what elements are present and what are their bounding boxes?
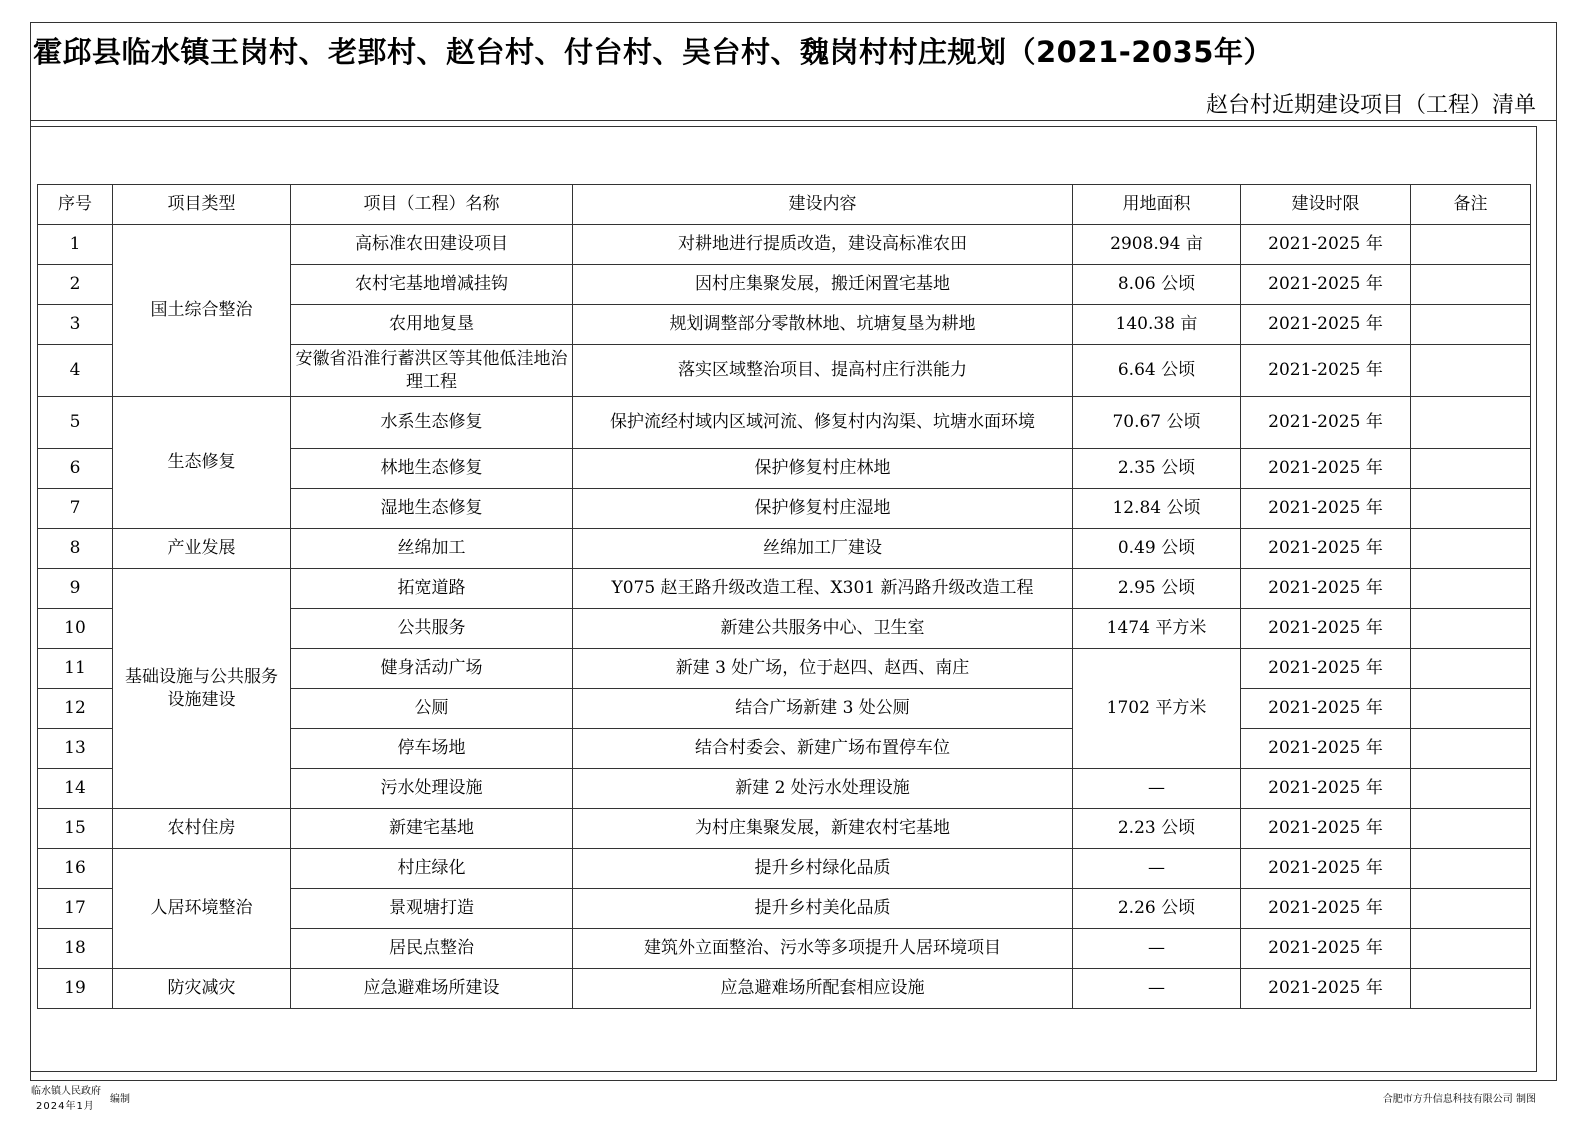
seq-cell: 4 — [38, 345, 113, 397]
seq-cell: 19 — [38, 969, 113, 1009]
table-row — [38, 397, 1531, 449]
period-cell: 2021-2025 年 — [1241, 569, 1411, 609]
note-cell — [1411, 489, 1531, 529]
area-cell: 8.06 公顷 — [1073, 265, 1241, 305]
content-cell: 保护修复村庄湿地 — [573, 489, 1073, 529]
content-cell: 应急避难场所配套相应设施 — [573, 969, 1073, 1009]
area-cell: 6.64 公顷 — [1073, 345, 1241, 397]
content-cell: 新建 2 处污水处理设施 — [573, 769, 1073, 809]
footer-maker: 合肥市方升信息科技有限公司 制图 — [1382, 1094, 1536, 1105]
type-cell: 人居环境整治 — [113, 849, 291, 969]
content-cell: 新建公共服务中心、卫生室 — [573, 609, 1073, 649]
period-cell: 2021-2025 年 — [1241, 729, 1411, 769]
name-cell: 拓宽道路 — [291, 569, 573, 609]
table-row — [38, 969, 1531, 1009]
col-header-period: 建设时限 — [1241, 185, 1411, 225]
name-cell: 高标准农田建设项目 — [291, 225, 573, 265]
col-header-name: 项目（工程）名称 — [291, 185, 573, 225]
area-cell: — — [1073, 929, 1241, 969]
period-cell: 2021-2025 年 — [1241, 305, 1411, 345]
note-cell — [1411, 969, 1531, 1009]
period-cell: 2021-2025 年 — [1241, 345, 1411, 397]
name-cell: 应急避难场所建设 — [291, 969, 573, 1009]
period-cell: 2021-2025 年 — [1241, 649, 1411, 689]
type-cell: 基础设施与公共服务设施建设 — [113, 569, 291, 809]
name-cell: 农村宅基地增减挂钩 — [291, 265, 573, 305]
name-cell: 污水处理设施 — [291, 769, 573, 809]
period-cell: 2021-2025 年 — [1241, 489, 1411, 529]
page-subtitle: 赵台村近期建设项目（工程）清单 — [1205, 93, 1536, 118]
period-cell: 2021-2025 年 — [1241, 769, 1411, 809]
note-cell — [1411, 689, 1531, 729]
note-cell — [1411, 929, 1531, 969]
page-title: 霍邱县临水镇王岗村、老郢村、赵台村、付台村、吴台村、魏岗村村庄规划（2021-2035年） — [33, 35, 1273, 69]
period-cell: 2021-2025 年 — [1241, 929, 1411, 969]
area-cell: 1702 平方米 — [1073, 649, 1241, 769]
col-header-content: 建设内容 — [573, 185, 1073, 225]
seq-cell: 2 — [38, 265, 113, 305]
period-cell: 2021-2025 年 — [1241, 809, 1411, 849]
project-table — [37, 184, 1531, 1009]
seq-cell: 9 — [38, 569, 113, 609]
name-cell: 居民点整治 — [291, 929, 573, 969]
note-cell — [1411, 889, 1531, 929]
name-cell: 健身活动广场 — [291, 649, 573, 689]
footer-role: 编制 — [110, 1094, 130, 1105]
note-cell — [1411, 809, 1531, 849]
note-cell — [1411, 397, 1531, 449]
area-cell: 0.49 公顷 — [1073, 529, 1241, 569]
seq-cell: 12 — [38, 689, 113, 729]
type-cell: 防灾减灾 — [113, 969, 291, 1009]
table-row — [38, 225, 1531, 265]
content-cell: 保护流经村域内区域河流、修复村内沟渠、坑塘水面环境 — [573, 397, 1073, 449]
content-cell: 丝绵加工厂建设 — [573, 529, 1073, 569]
content-cell: 规划调整部分零散林地、坑塘复垦为耕地 — [573, 305, 1073, 345]
area-cell: 2908.94 亩 — [1073, 225, 1241, 265]
type-cell: 生态修复 — [113, 397, 291, 529]
content-cell: 提升乡村绿化品质 — [573, 849, 1073, 889]
content-cell: 结合村委会、新建广场布置停车位 — [573, 729, 1073, 769]
seq-cell: 10 — [38, 609, 113, 649]
name-cell: 新建宅基地 — [291, 809, 573, 849]
type-cell: 产业发展 — [113, 529, 291, 569]
note-cell — [1411, 225, 1531, 265]
area-cell: 140.38 亩 — [1073, 305, 1241, 345]
table-row — [38, 809, 1531, 849]
footer-date: 2024年1月 — [36, 1101, 95, 1112]
col-header-seq: 序号 — [38, 185, 113, 225]
note-cell — [1411, 265, 1531, 305]
name-cell: 湿地生态修复 — [291, 489, 573, 529]
period-cell: 2021-2025 年 — [1241, 609, 1411, 649]
seq-cell: 6 — [38, 449, 113, 489]
period-cell: 2021-2025 年 — [1241, 225, 1411, 265]
name-cell: 停车场地 — [291, 729, 573, 769]
content-cell: 新建 3 处广场，位于赵四、赵西、南庄 — [573, 649, 1073, 689]
content-cell: 建筑外立面整治、污水等多项提升人居环境项目 — [573, 929, 1073, 969]
name-cell: 公厕 — [291, 689, 573, 729]
seq-cell: 18 — [38, 929, 113, 969]
table-row — [38, 529, 1531, 569]
note-cell — [1411, 529, 1531, 569]
seq-cell: 14 — [38, 769, 113, 809]
seq-cell: 7 — [38, 489, 113, 529]
area-cell: 70.67 公顷 — [1073, 397, 1241, 449]
note-cell — [1411, 305, 1531, 345]
footer-org: 临水镇人民政府 — [31, 1086, 101, 1097]
area-cell: 2.26 公顷 — [1073, 889, 1241, 929]
name-cell: 公共服务 — [291, 609, 573, 649]
name-cell: 村庄绿化 — [291, 849, 573, 889]
content-cell: 因村庄集聚发展，搬迁闲置宅基地 — [573, 265, 1073, 305]
seq-cell: 15 — [38, 809, 113, 849]
content-cell: 落实区域整治项目、提高村庄行洪能力 — [573, 345, 1073, 397]
seq-cell: 17 — [38, 889, 113, 929]
area-cell: — — [1073, 969, 1241, 1009]
content-cell: 保护修复村庄林地 — [573, 449, 1073, 489]
period-cell: 2021-2025 年 — [1241, 449, 1411, 489]
name-cell: 农用地复垦 — [291, 305, 573, 345]
seq-cell: 16 — [38, 849, 113, 889]
period-cell: 2021-2025 年 — [1241, 265, 1411, 305]
content-cell: 提升乡村美化品质 — [573, 889, 1073, 929]
seq-cell: 8 — [38, 529, 113, 569]
name-cell: 水系生态修复 — [291, 397, 573, 449]
name-cell: 林地生态修复 — [291, 449, 573, 489]
seq-cell: 5 — [38, 397, 113, 449]
note-cell — [1411, 609, 1531, 649]
area-cell: 12.84 公顷 — [1073, 489, 1241, 529]
name-cell: 景观塘打造 — [291, 889, 573, 929]
note-cell — [1411, 345, 1531, 397]
name-cell: 安徽省沿淮行蓄洪区等其他低洼地治理工程 — [291, 345, 573, 397]
seq-cell: 1 — [38, 225, 113, 265]
period-cell: 2021-2025 年 — [1241, 969, 1411, 1009]
area-cell: 2.95 公顷 — [1073, 569, 1241, 609]
table-row — [38, 569, 1531, 609]
note-cell — [1411, 649, 1531, 689]
note-cell — [1411, 769, 1531, 809]
note-cell — [1411, 849, 1531, 889]
col-header-type: 项目类型 — [113, 185, 291, 225]
seq-cell: 13 — [38, 729, 113, 769]
period-cell: 2021-2025 年 — [1241, 689, 1411, 729]
area-cell: 2.35 公顷 — [1073, 449, 1241, 489]
period-cell: 2021-2025 年 — [1241, 397, 1411, 449]
note-cell — [1411, 449, 1531, 489]
area-cell: — — [1073, 769, 1241, 809]
area-cell: 2.23 公顷 — [1073, 809, 1241, 849]
seq-cell: 11 — [38, 649, 113, 689]
col-header-note: 备注 — [1411, 185, 1531, 225]
seq-cell: 3 — [38, 305, 113, 345]
content-cell: 对耕地进行提质改造，建设高标准农田 — [573, 225, 1073, 265]
table-row — [38, 849, 1531, 889]
period-cell: 2021-2025 年 — [1241, 849, 1411, 889]
table-header-row — [38, 185, 1531, 225]
col-header-area: 用地面积 — [1073, 185, 1241, 225]
content-cell: Y075 赵王路升级改造工程、X301 新冯路升级改造工程 — [573, 569, 1073, 609]
content-cell: 为村庄集聚发展，新建农村宅基地 — [573, 809, 1073, 849]
type-cell: 国土综合整治 — [113, 225, 291, 397]
period-cell: 2021-2025 年 — [1241, 889, 1411, 929]
type-cell: 农村住房 — [113, 809, 291, 849]
note-cell — [1411, 729, 1531, 769]
note-cell — [1411, 569, 1531, 609]
period-cell: 2021-2025 年 — [1241, 529, 1411, 569]
name-cell: 丝绵加工 — [291, 529, 573, 569]
area-cell: 1474 平方米 — [1073, 609, 1241, 649]
content-cell: 结合广场新建 3 处公厕 — [573, 689, 1073, 729]
area-cell: — — [1073, 849, 1241, 889]
